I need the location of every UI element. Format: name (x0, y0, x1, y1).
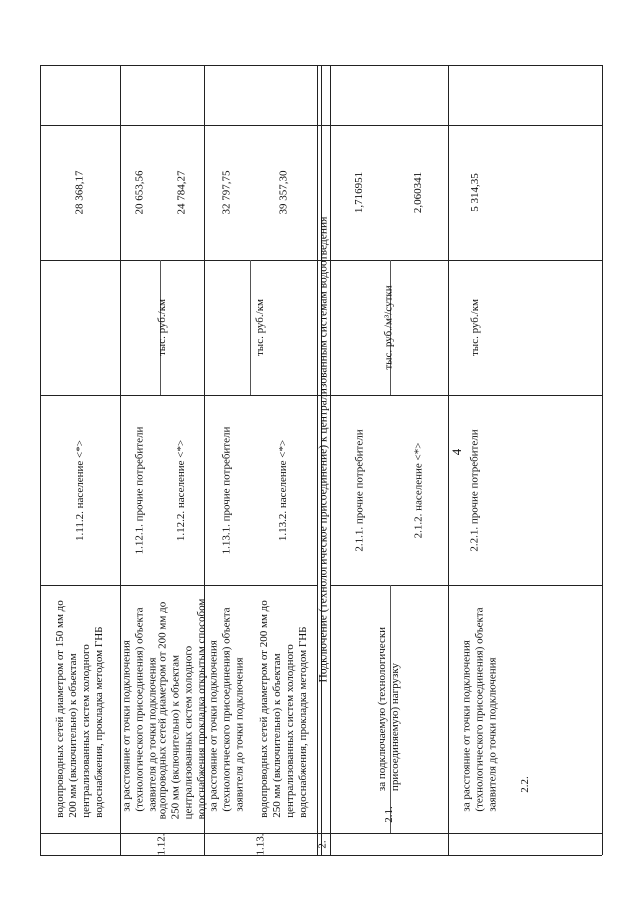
r112-unit: тыс. руб./км (155, 299, 168, 356)
r21-val2-cell (390, 125, 448, 260)
r21-cat1: 2.1.1. прочие потребители (353, 428, 366, 552)
r22-val1: 5 314,35 (468, 173, 481, 212)
r112-val1: 20 653,56 (133, 170, 146, 215)
r112-desc-b-cell (156, 585, 207, 833)
cont-value-cell (40, 125, 120, 260)
r113-desc-a-cell (204, 585, 250, 833)
r113-desc-b: водопроводных сетей диаметром от 200 мм до 250 мм (включительно) к объектам централизованных систем холодного водоснабжения, прокладка методом ГНБ (257, 600, 309, 818)
r21-cat2: 2.1.2. население <*> (412, 442, 425, 538)
r113-val1-cell (204, 125, 250, 260)
r112-num-cell (120, 833, 204, 855)
r112-cat2-cell (160, 395, 204, 585)
r113-unit: тыс. руб./км (254, 299, 266, 356)
r113-val1: 32 797,75 (220, 170, 233, 215)
r21-num: 2.1. (382, 805, 395, 823)
cont-value: 28 368,17 (73, 170, 86, 215)
page-number: 4 (449, 448, 464, 456)
s2-num: 2. (317, 839, 329, 849)
r112-cat1: 1.12.1. прочие потребители (133, 426, 146, 554)
r113-num-cell (204, 833, 317, 855)
r22-cat1: 2.2.1. прочие потребители (468, 428, 481, 552)
r113-cat1-cell (204, 395, 250, 585)
cont-category: 1.11.2. население <*> (73, 439, 86, 541)
s2-title-cell (317, 65, 330, 833)
r112-desc-a-cell (120, 585, 160, 833)
r113-cat1: 1.13.1. прочие потребители (220, 426, 233, 554)
r112-val1-cell (120, 125, 160, 260)
r112-cat2: 1.12.2. население <*> (175, 439, 188, 541)
r21-cat2-cell (390, 395, 448, 585)
s2-title: Подключение (технологическое присоединение) к централизованным системам водоотведения (317, 216, 329, 682)
cont-category-cell (40, 395, 120, 585)
s2-num-cell (317, 833, 330, 855)
r112-val2: 24 784,27 (175, 170, 188, 215)
r21-num-cell (330, 805, 448, 855)
r113-val2: 39 357,30 (277, 170, 289, 215)
r21-unit-cell (330, 260, 448, 395)
r22-val1-cell (448, 125, 602, 260)
r112-desc-a: за расстояние от точки подключения (технологического присоединения) объекта заявителя до точки подключения (120, 606, 159, 812)
r21-val1: 1,716951 (353, 171, 366, 214)
r113-cat2: 1.13.2. население <*> (277, 439, 290, 541)
r21-desc-cell (330, 585, 448, 833)
r21-val2: 2,060341 (412, 171, 425, 214)
r113-cat2-cell (250, 395, 317, 585)
r113-unit-cell (204, 260, 317, 395)
tariff-table (40, 65, 602, 855)
r22-unit-cell (448, 260, 602, 395)
r21-unit: тыс. руб./м³/сутки (382, 285, 395, 370)
r113-desc-b-cell (250, 585, 317, 833)
r21-desc: за подключаемую (технологически присоединяемую) нагрузку (376, 626, 402, 792)
cont-description-cell (40, 585, 120, 833)
r113-val2-cell (250, 125, 317, 260)
r112-num: 1.12. (155, 833, 168, 855)
r112-val2-cell (160, 125, 204, 260)
cont-description: водопроводных сетей диаметром от 150 мм до 200 мм (включительно) к объектам централизованных систем холодного водоснабжения, прокладка методом ГНБ (54, 600, 105, 818)
r22-num: 2.2. (518, 775, 531, 793)
r113-desc-a: за расстояние от точки подключения (технологического присоединения) объекта заявителя до точки подключения (207, 606, 246, 812)
r113-num: 1.13. (254, 833, 266, 855)
r112-cat1-cell (120, 395, 160, 585)
r22-unit: тыс. руб./км (468, 299, 481, 356)
r21-val1-cell (330, 125, 390, 260)
r112-unit-cell (120, 260, 204, 395)
r21-cat1-cell (330, 395, 390, 585)
r22-num-cell (448, 775, 602, 855)
r22-cat1-cell (448, 395, 602, 585)
r112-desc-b: водопроводных сетей диаметром от 200 мм до 250 мм (включительно) к объектам централизованных систем холодного водоснабжения прокладка открытым способом (156, 598, 207, 820)
r22-desc: за расстояние от точки подключения (технологического присоединения) объекта заявителя до точки подключения (460, 606, 499, 812)
r22-desc-cell (448, 585, 602, 833)
